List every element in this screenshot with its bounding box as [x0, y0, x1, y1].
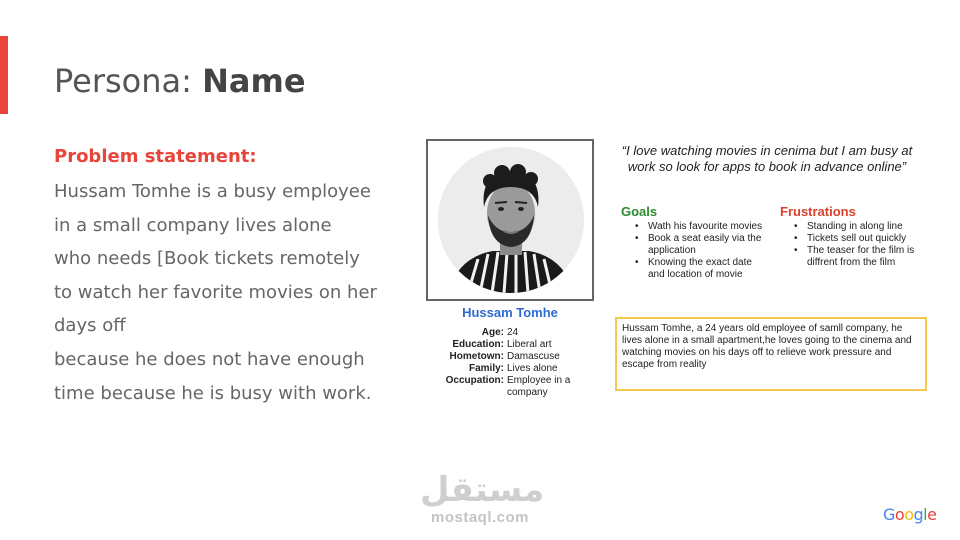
fact-occupation: [426, 375, 616, 399]
title-prefix: Persona:: [54, 62, 203, 100]
persona-photo-frame: [426, 139, 594, 301]
frustration-item: • The teaser for the film is diffrent from the film: [787, 245, 927, 269]
frustrations-title: Frustrations: [780, 204, 856, 219]
problem-line: time because he is busy with work.: [54, 382, 372, 404]
persona-facts: [426, 327, 616, 399]
fact-value: Damascuse: [507, 351, 560, 362]
problem-line: Hussam Tomhe is a busy employee: [54, 181, 371, 202]
goals-list: [628, 221, 768, 281]
problem-statement-body: [54, 175, 384, 410]
problem-line: because he does not have enough: [54, 348, 365, 370]
fact-value: 24: [507, 327, 519, 338]
fact-label: Family:: [468, 363, 504, 374]
persona-portrait-illustration: [438, 147, 584, 293]
logo-letter: o: [894, 505, 905, 524]
persona-quote: “I love watching movies in cenima but I am busy at work so look for apps to book in advance online”: [621, 143, 913, 174]
frustrations-list: [787, 221, 927, 269]
persona-photo: [438, 147, 584, 293]
google-logo: [883, 505, 936, 524]
goal-item: • Book a seat easily via the application: [628, 233, 768, 257]
watermark-latin: mostaql.com: [430, 509, 530, 526]
fact-family: [426, 363, 616, 375]
problem-statement-label: Problem statement:: [54, 146, 257, 167]
fact-education: [426, 339, 616, 351]
persona-bio: Hussam Tomhe, a 24 years old employee of samll company, he lives alone in a small apartment,he loves going to the cinema and watching movies on his days off to relieve work pressure and escape from reality: [615, 317, 927, 391]
problem-line: in a small company lives alone: [54, 214, 332, 236]
logo-letter: e: [927, 505, 937, 524]
fact-value: Employee in a company: [507, 375, 571, 398]
fact-label: Occupation:: [445, 375, 504, 386]
logo-letter: G: [883, 505, 895, 524]
frustration-item: • Tickets sell out quickly: [787, 233, 927, 245]
title-name: Name: [202, 62, 306, 100]
watermark-arabic: مستقل: [420, 470, 545, 510]
goal-item: • Wath his favourite movies: [628, 221, 768, 233]
fact-value: Liberal art: [507, 339, 552, 350]
problem-line: to watch her favorite movies on her: [54, 281, 377, 303]
fact-label: Age:: [481, 327, 504, 338]
fact-label: Education:: [452, 339, 504, 350]
persona-name: Hussam Tomhe: [462, 305, 558, 320]
logo-letter: g: [913, 505, 924, 524]
title-accent-bar: [0, 36, 8, 114]
fact-hometown: [426, 351, 616, 363]
fact-value: Lives alone: [507, 363, 558, 374]
slide-title: [54, 62, 306, 100]
problem-line: days off: [54, 315, 126, 337]
logo-letter: l: [923, 505, 928, 524]
fact-age: [426, 327, 616, 339]
problem-line: who needs [Book tickets remotely: [54, 248, 360, 270]
fact-label: Hometown:: [449, 351, 504, 362]
goals-title: Goals: [621, 204, 658, 219]
logo-letter: o: [904, 505, 914, 524]
frustration-item: • Standing in along line: [787, 221, 927, 233]
goal-item: • Knowing the exact date and location of movie: [628, 257, 768, 281]
